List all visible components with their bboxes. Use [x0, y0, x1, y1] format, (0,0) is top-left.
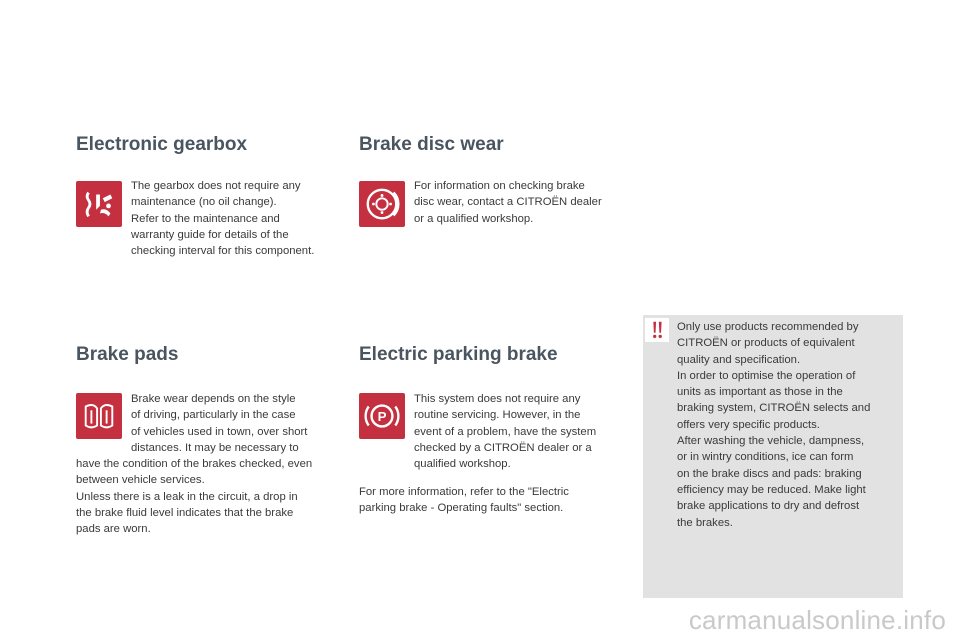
text-line: Unless there is a leak in the circuit, a drop in [76, 490, 298, 503]
warning-exclamation-icon [645, 318, 669, 342]
text-line: or in wintry conditions, ice can form [677, 451, 854, 464]
text-line: For information on checking brake [414, 180, 585, 192]
warning-text [677, 319, 899, 531]
text-line: CITROËN or products of equivalent [677, 337, 855, 350]
text-line: the brakes. [677, 516, 733, 529]
gearbox-text [131, 178, 351, 259]
text-line: offers very specific products. [677, 418, 820, 431]
gearbox-icon [76, 181, 122, 227]
text-line: qualified workshop. [414, 458, 511, 471]
text-line: routine servicing. However, in the [414, 409, 581, 422]
text-line: on the brake discs and pads: braking [677, 467, 862, 480]
parking-brake-text [414, 391, 634, 472]
text-line: the brake fluid level indicates that the brake [76, 506, 294, 519]
text-line: of driving, particularly in the case [131, 409, 296, 422]
text-line: disc wear, contact a CITROËN dealer [414, 196, 602, 209]
parking-brake-title: Electric parking brake [359, 344, 558, 365]
text-line: quality and specification. [677, 353, 801, 366]
text-line: efficiency may be reduced. Make light [677, 483, 866, 496]
text-line: This system does not require any [414, 393, 581, 405]
brake-pads-text-top [131, 391, 341, 456]
text-line: or a qualified workshop. [414, 212, 534, 225]
svg-text:P: P [377, 408, 387, 424]
text-line: parking brake - Operating faults" section. [359, 502, 564, 515]
parking-brake-more-text [359, 484, 619, 517]
text-line: For more information, refer to the "Electric [359, 486, 569, 498]
text-line: The gearbox does not require any [131, 180, 301, 192]
text-line: brake applications to dry and defrost [677, 500, 860, 513]
text-line: Only use products recommended by [677, 321, 859, 333]
text-line: In order to optimise the operation of [677, 369, 856, 382]
text-line: Brake wear depends on the style [131, 393, 296, 405]
parking-brake-icon [359, 393, 405, 439]
brake-pads-text-bottom [76, 456, 346, 537]
brake-disc-title: Brake disc wear [359, 134, 504, 155]
brake-disc-text [414, 178, 634, 227]
text-line: units as important as those in the [677, 386, 843, 399]
text-line: After washing the vehicle, dampness, [677, 435, 865, 448]
text-line: checking interval for this component. [131, 245, 315, 258]
text-line: have the condition of the brakes checked, even [76, 458, 313, 470]
brake-pads-title: Brake pads [76, 344, 179, 365]
text-line: maintenance (no oil change). [131, 196, 277, 209]
text-line: distances. It may be necessary to [131, 441, 299, 454]
text-line: of vehicles used in town, over short [131, 425, 308, 438]
brake-disc-icon [359, 181, 405, 227]
text-line: checked by a CITROËN dealer or a [414, 441, 592, 454]
text-line: warranty guide for details of the [131, 228, 289, 241]
text-line: event of a problem, have the system [414, 425, 597, 438]
text-line: between vehicle services. [76, 474, 205, 487]
watermark: carmanualsonline.info [688, 605, 946, 635]
text-line: braking system, CITROËN selects and [677, 402, 871, 415]
brake-pads-icon [76, 393, 122, 439]
text-line: Refer to the maintenance and [131, 212, 280, 225]
gearbox-title: Electronic gearbox [76, 134, 248, 155]
text-line: pads are worn. [76, 523, 151, 536]
